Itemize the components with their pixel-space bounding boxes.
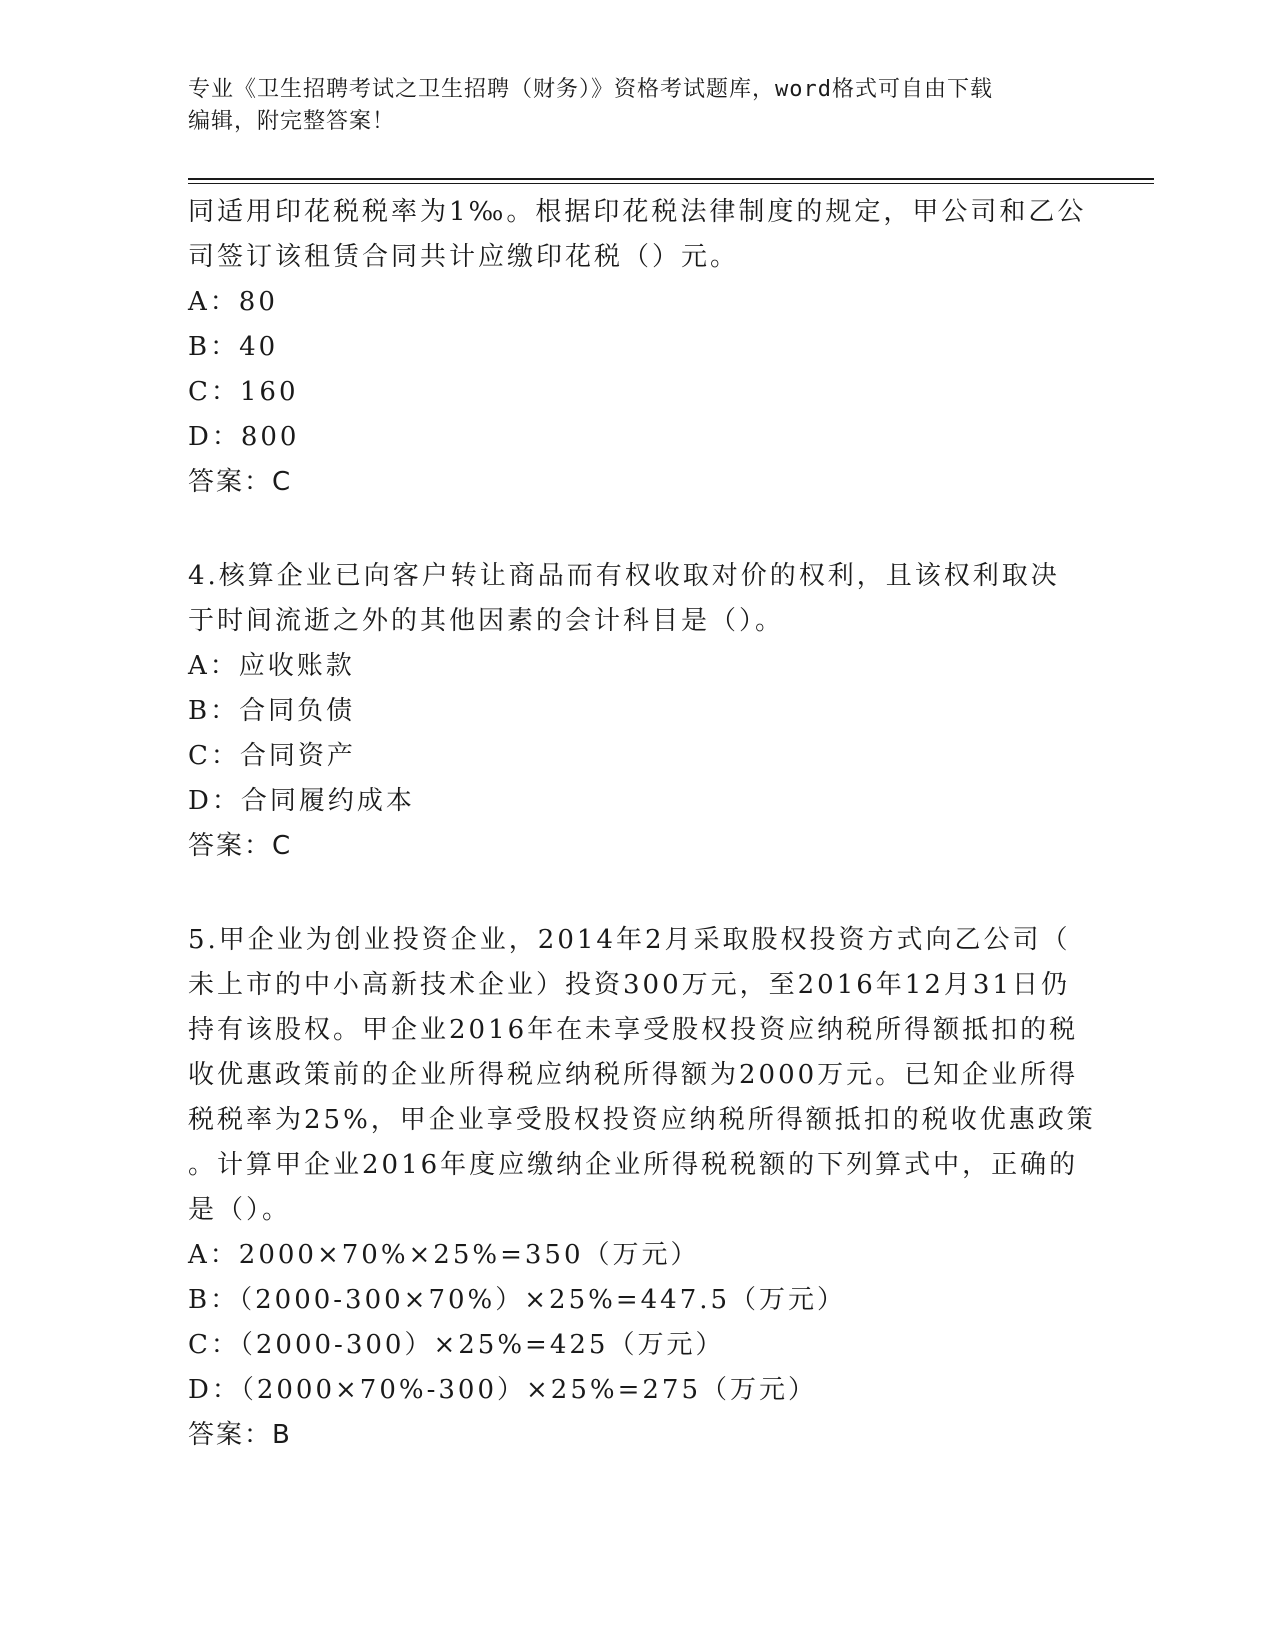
option-d: D：合同履约成本 [188, 786, 415, 816]
question-stem-line: 于时间流逝之外的其他因素的会计科目是（）。 [188, 606, 785, 636]
option-c: C：160 [188, 377, 299, 407]
answer-line: 答案：B [188, 1420, 292, 1450]
header-divider-thick [188, 178, 1154, 180]
question-4 [188, 554, 1088, 869]
option-b: B：（2000-300×70%）×25%=447.5（万元） [188, 1285, 847, 1315]
question-stem-line: 持有该股权。甲企业2016年在未享受股权投资应纳税所得额抵扣的税 [188, 1015, 1079, 1045]
question-stem-line: 收优惠政策前的企业所得税应纳税所得额为2000万元。已知企业所得 [188, 1060, 1079, 1090]
question-gap [188, 505, 1088, 554]
document-header [188, 74, 1088, 138]
question-stem-line: 司签订该租赁合同共计应缴印花税（）元。 [188, 242, 740, 272]
option-c: C：（2000-300）×25%=425（万元） [188, 1330, 725, 1360]
question-stem-line: 。计算甲企业2016年度应缴纳企业所得税税额的下列算式中，正确的 [188, 1150, 1079, 1180]
option-b: B：合同负债 [188, 696, 356, 726]
question-stem-line: 税税率为25%，甲企业享受股权投资应纳税所得额抵扣的税收优惠政策 [188, 1105, 1096, 1135]
question-gap [188, 869, 1088, 918]
option-a: A：80 [188, 287, 278, 317]
question-stem-line: 4.核算企业已向客户转让商品而有权收取对价的权利，且该权利取决 [188, 561, 1060, 591]
option-a: A：2000×70%×25%=350（万元） [188, 1240, 700, 1270]
document-body [188, 190, 1096, 1458]
header-line-1: 专业《卫生招聘考试之卫生招聘（财务）》资格考试题库，word格式可自由下载 [188, 77, 993, 102]
option-b: B：40 [188, 332, 279, 362]
option-d: D：800 [188, 422, 300, 452]
header-line-2: 编辑，附完整答案！ [188, 109, 396, 134]
option-c: C：合同资产 [188, 741, 356, 771]
option-a: A：应收账款 [188, 651, 355, 681]
header-divider-thin [188, 183, 1154, 184]
question-stem-line: 未上市的中小高新技术企业）投资300万元，至2016年12月31日仍 [188, 970, 1070, 1000]
question-5 [188, 918, 1096, 1458]
question-3 [188, 190, 1088, 505]
question-stem-line: 同适用印花税税率为1‰。根据印花税法律制度的规定，甲公司和乙公 [188, 197, 1087, 227]
question-stem-line: 是（）。 [188, 1195, 292, 1225]
option-d: D：（2000×70%-300）×25%=275（万元） [188, 1375, 817, 1405]
answer-line: 答案：C [188, 831, 293, 861]
answer-line: 答案：C [188, 467, 293, 497]
question-stem-line: 5.甲企业为创业投资企业，2014年2月采取股权投资方式向乙公司（ [188, 925, 1071, 955]
